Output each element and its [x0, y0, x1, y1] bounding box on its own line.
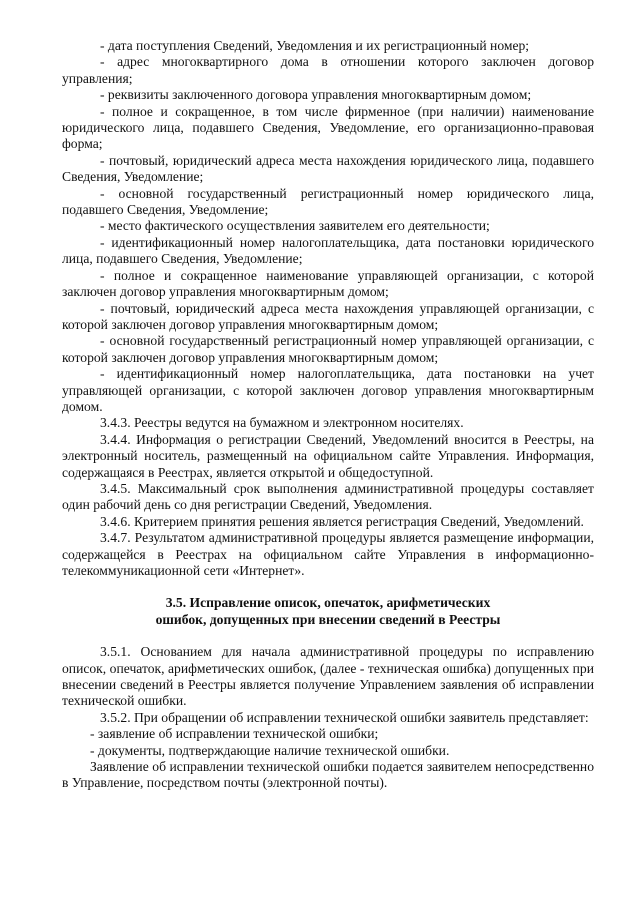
- application-submission: Заявление об исправлении технической ошибки подается заявителем непосредственно в Управление, посредством почты (электронной почты).: [62, 759, 594, 791]
- clause-3-4-4: 3.4.4. Информация о регистрации Сведений, Уведомлений вносится в Реестры, на электронный носитель, размещенный на официальном сайте Управления. Информация, содержащаяся в Реестрах, является открытой и общедоступной.: [62, 431, 594, 480]
- list-item-legal-name: - полное и сокращенное, в том числе фирменное (при наличии) наименование юридического лица, подавшего Сведения, Уведомление, его организационно-правовая форма;: [62, 103, 594, 152]
- list-item-mgmt-inn: - идентификационный номер налогоплательщика, дата постановки на учет управляющей организации, с которой заключен договор управления многоквартирным домом.: [62, 366, 594, 414]
- list-item-activity-place: - место фактического осуществления заявителем его деятельности;: [100, 218, 490, 234]
- clause-3-5-2: 3.5.2. При обращении об исправлении технической ошибки заявитель представляет:: [100, 709, 589, 725]
- clause-3-5-1: 3.5.1. Основанием для начала административной процедуры по исправлению описок, опечаток, арифметических ошибок, (далее - техническая ошибка) допущенных при внесении сведений в Реестры является получение Управлением заявления об исправлении технической ошибки.: [62, 644, 594, 709]
- list-item-contract: - реквизиты заключенного договора управления многоквартирным домом;: [100, 87, 532, 103]
- list-item-legal-address: - почтовый, юридический адреса места нахождения юридического лица, подавшего Сведения, Уведомление;: [62, 152, 594, 185]
- list-item-documents: - документы, подтверждающие наличие технической ошибки.: [90, 742, 450, 758]
- list-item-date: - дата поступления Сведений, Уведомления и их регистрационный номер;: [100, 38, 530, 53]
- section-heading-line-1: 3.5. Исправление описок, опечаток, арифметических: [165, 595, 491, 611]
- list-item-application: - заявление об исправлении технической ошибки;: [90, 726, 379, 742]
- list-item-mgmt-address: - почтовый, юридический адреса места нахождения управляющей организации, с которой заключен договор управления многоквартирным домом;: [62, 300, 594, 332]
- clause-3-4-7: 3.4.7. Результатом административной процедуры является размещение информации, содержащейся в Реестрах на официальном сайте Управления в информационно-телекоммуникационной сети «Интернет».: [62, 530, 594, 578]
- list-item-ogrn: - основной государственный регистрационный номер юридического лица, подавшего Сведения, Уведомление;: [62, 185, 594, 218]
- clause-3-4-3: 3.4.3. Реестры ведутся на бумажном и электронном носителях.: [100, 415, 464, 431]
- list-item-address: - адрес многоквартирного дома в отношении которого заключен договор управления;: [62, 54, 594, 86]
- document-page: [62, 38, 594, 792]
- list-item-inn: - идентификационный номер налогоплательщика, дата постановки юридического лица, подавшего Сведения, Уведомление;: [62, 234, 594, 267]
- clause-3-4-5: 3.4.5. Максимальный срок выполнения административной процедуры составляет один рабочий день со дня регистрации Сведений, Уведомления.: [62, 480, 594, 513]
- list-item-mgmt-name: - полное и сокращенное наименование управляющей организации, с которой заключен договор управления многоквартирным домом;: [62, 267, 594, 300]
- list-item-mgmt-ogrn: - основной государственный регистрационный номер управляющей организации, с которой заключен договор управления многоквартирным домом;: [62, 333, 594, 365]
- section-heading-line-2: ошибок, допущенных при внесении сведений в Реестры: [155, 611, 501, 627]
- clause-3-4-6: 3.4.6. Критерием принятия решения является регистрация Сведений, Уведомлений.: [100, 513, 584, 529]
